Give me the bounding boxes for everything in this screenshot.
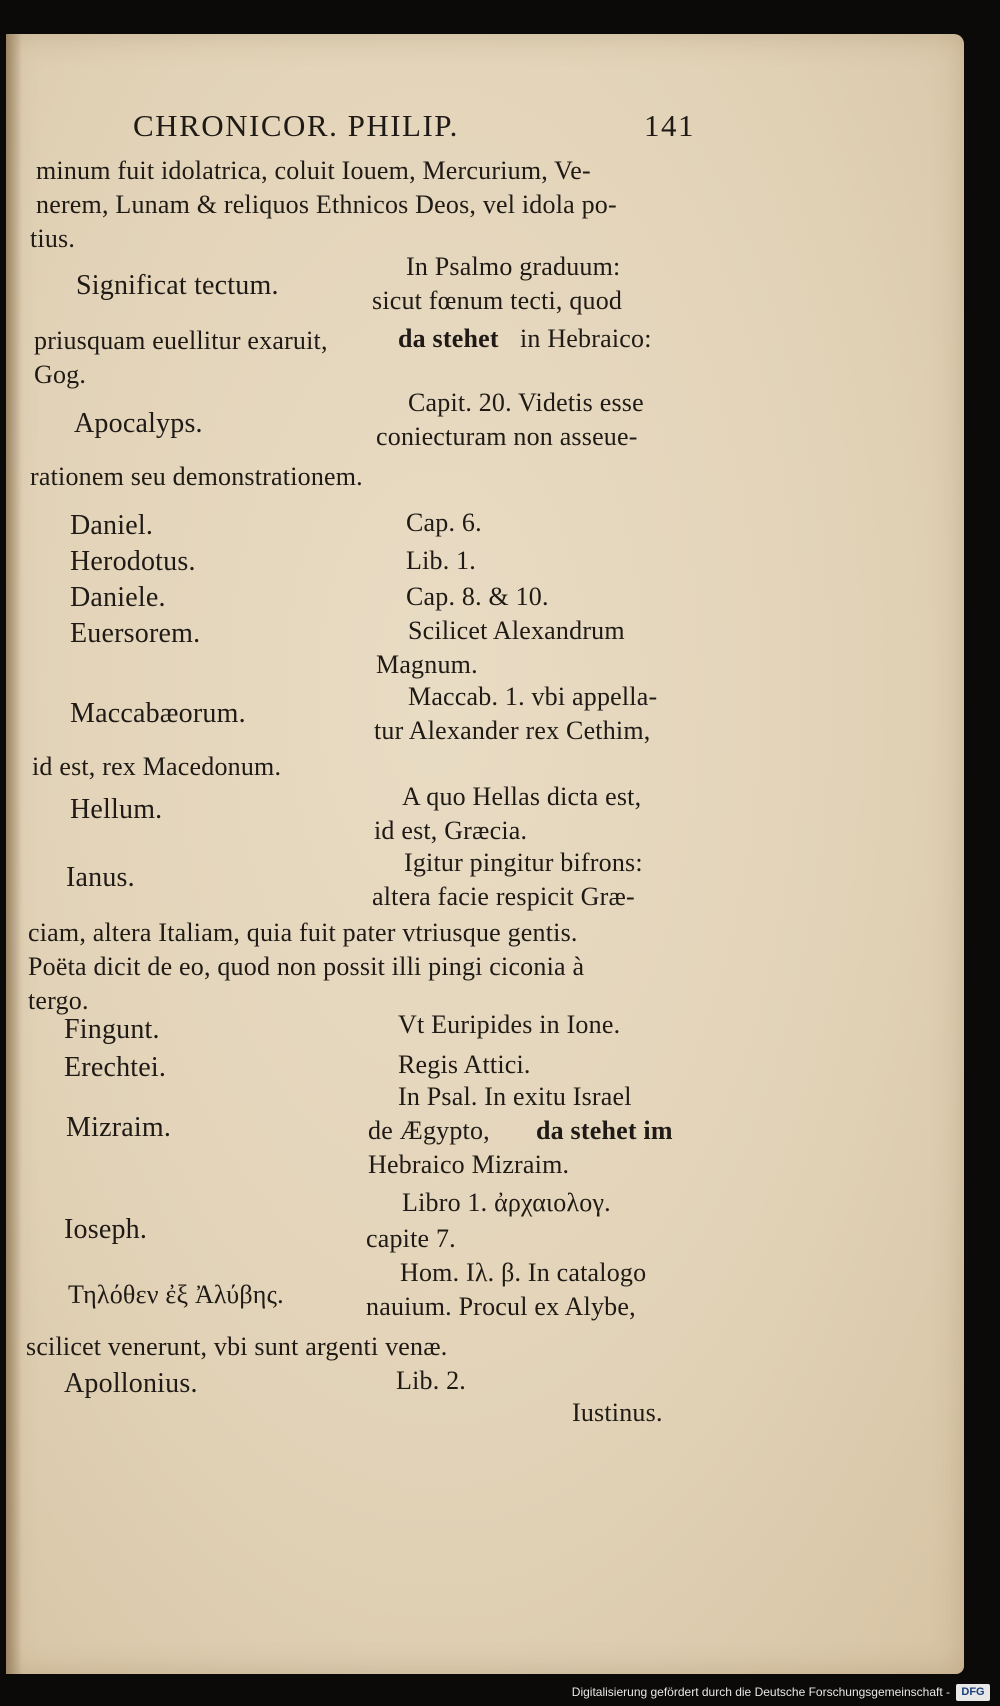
lemma: Herodotus. (70, 546, 196, 577)
note-line: Capit. 20. Videtis esse (408, 388, 644, 417)
note-line: id est, Græcia. (374, 816, 528, 845)
note-line: de Ægypto, (368, 1116, 490, 1145)
lemma: Daniel. (70, 510, 154, 541)
note-line: In Psalmo graduum: (406, 252, 621, 281)
note-line: sicut fœnum tecti, quod (372, 286, 623, 315)
note-line: Hom. Ιλ. β. In catalogo (400, 1258, 647, 1287)
text-line: nerem, Lunam & reliquos Ethnicos Deos, vel idola po- (36, 190, 617, 219)
lemma: Significat tectum. (76, 270, 279, 301)
note-line: Hebraico Mizraim. (368, 1150, 570, 1179)
lemma: Mizraim. (66, 1112, 172, 1143)
text-line: tius. (30, 224, 76, 253)
note-line: Cap. 6. (406, 508, 482, 537)
german-phrase: da stehet im (536, 1116, 673, 1145)
running-title: CHRONICOR. PHILIP. (133, 108, 459, 143)
digitization-credit: Digitalisierung gefördert durch die Deutsche Forschungsgemeinschaft - (571, 1685, 950, 1699)
note-line: Scilicet Alexandrum (408, 616, 625, 645)
text-line: in Hebraico: (520, 324, 652, 353)
text-line: scilicet venerunt, vbi sunt argenti venæ. (26, 1332, 448, 1361)
note-line: tur Alexander rex Cethim, (374, 716, 651, 745)
lemma: Apollonius. (64, 1368, 198, 1399)
note-line: capite 7. (366, 1224, 456, 1253)
lemma: Apocalyps. (74, 408, 203, 439)
text-line: id est, rex Macedonum. (32, 752, 282, 781)
note-line: Vt Euripides in Ione. (398, 1010, 621, 1039)
note-line: Regis Attici. (398, 1050, 531, 1079)
lemma: Ianus. (66, 862, 135, 893)
note-line: Maccab. 1. vbi appella- (408, 682, 658, 711)
note-line: altera facie respicit Græ- (372, 882, 635, 911)
dfg-logo: DFG (956, 1684, 990, 1701)
german-phrase: da stehet (398, 324, 499, 353)
catchword: Iustinus. (572, 1398, 663, 1427)
text-line: rationem seu demonstrationem. (30, 462, 363, 491)
text-line: priusquam euellitur exaruit, (34, 326, 328, 355)
lemma: Ioseph. (64, 1214, 148, 1245)
note-line: coniecturam non asseue- (376, 422, 638, 451)
note-line: Libro 1. ἀρχαιολογ. (402, 1188, 611, 1217)
text-line: Gog. (34, 360, 87, 389)
lemma: Daniele. (70, 582, 166, 613)
note-line: In Psal. In exitu Israel (398, 1082, 632, 1111)
note-line: Lib. 1. (406, 546, 477, 575)
lemma-greek: Τηλόθεν ἐξ Ἀλύβης. (68, 1280, 284, 1309)
lemma: Maccabæorum. (70, 698, 246, 729)
note-line: Igitur pingitur bifrons: (404, 848, 643, 877)
lemma: Fingunt. (64, 1014, 160, 1045)
note-line: A quo Hellas dicta est, (402, 782, 642, 811)
text-line: ciam, altera Italiam, quia fuit pater vtriusque gentis. (28, 918, 578, 947)
note-line: Cap. 8. & 10. (406, 582, 549, 611)
lemma: Erechtei. (64, 1052, 167, 1083)
text-line: Poëta dicit de eo, quod non possit illi pingi ciconia à (28, 952, 585, 981)
note-line: nauium. Procul ex Alybe, (366, 1292, 636, 1321)
page-number: 141 (644, 108, 695, 143)
text-line: tergo. (28, 986, 89, 1015)
text-line: minum fuit idolatrica, coluit Iouem, Mercurium, Ve- (36, 156, 591, 185)
note-line: Magnum. (376, 650, 478, 679)
lemma: Hellum. (70, 794, 163, 825)
lemma: Euersorem. (70, 618, 201, 649)
note-line: Lib. 2. (396, 1366, 467, 1395)
